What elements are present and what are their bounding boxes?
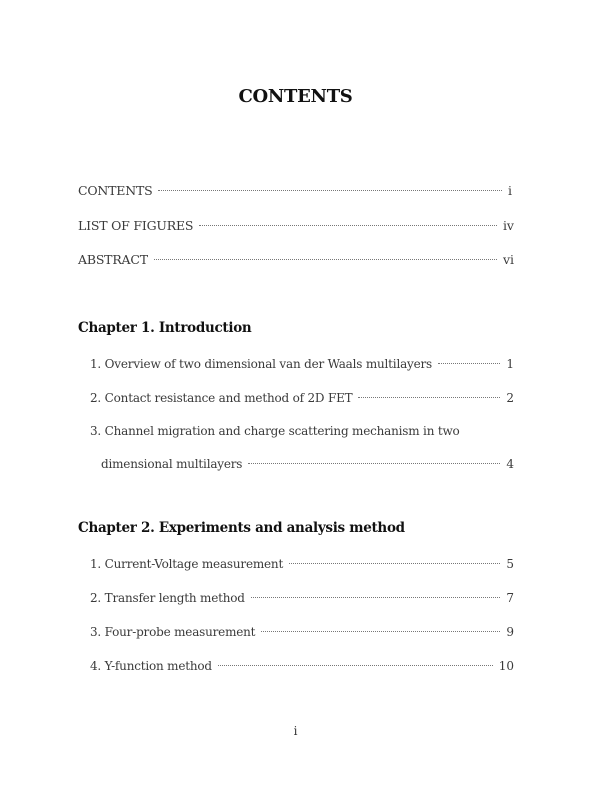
toc-entry-page: vi	[502, 252, 514, 267]
toc-entry-label: 2. Transfer length method	[90, 591, 245, 605]
toc-entry-page: 7	[506, 591, 514, 605]
leader-dots	[248, 463, 500, 464]
toc-entry-label: 2. Contact resistance and method of 2D FET	[90, 391, 353, 405]
toc-entry-2-3[interactable]	[90, 623, 514, 641]
toc-entry-label: 1. Overview of two dimensional van der Waals multilayers	[90, 357, 433, 371]
leader-dots	[261, 631, 500, 632]
leader-dots	[154, 259, 497, 260]
toc-entry-label: 1. Current-Voltage measurement	[90, 557, 284, 571]
toc-entry-2-4[interactable]	[90, 657, 514, 675]
leader-dots	[218, 665, 493, 666]
toc-entry-page: i	[508, 183, 512, 198]
toc-entry-label: CONTENTS	[78, 183, 153, 198]
leader-dots	[289, 563, 500, 564]
page-title: CONTENTS	[238, 86, 353, 107]
toc-entry-page: iv	[502, 218, 514, 233]
chapter-2-heading[interactable]: Chapter 2. Experiments and analysis method	[78, 520, 405, 536]
toc-entry-page: 4	[506, 457, 514, 471]
toc-entry-label: 4. Y-function method	[90, 659, 212, 673]
toc-entry-list-of-figures[interactable]	[78, 217, 514, 235]
leader-dots	[438, 363, 500, 364]
leader-dots	[251, 597, 501, 598]
chapter-1-heading[interactable]: Chapter 1. Introduction	[78, 320, 252, 336]
toc-entry-label: dimensional multilayers	[101, 457, 243, 471]
toc-entry-page: 9	[506, 625, 514, 639]
toc-entry-contents[interactable]	[78, 182, 512, 200]
toc-entry-1-3-label[interactable]: 3. Channel migration and charge scattering mechanism in two	[90, 424, 460, 438]
toc-entry-page: 10	[498, 659, 514, 673]
toc-entry-page: 5	[506, 557, 514, 571]
toc-entry-page: 1	[506, 357, 514, 371]
toc-entry-page: 2	[506, 391, 514, 405]
toc-entry-label: ABSTRACT	[78, 252, 148, 267]
toc-entry-1-1[interactable]	[90, 355, 514, 373]
toc-entry-1-3-continuation[interactable]	[101, 455, 514, 473]
toc-entry-label: LIST OF FIGURES	[78, 218, 194, 233]
leader-dots	[199, 225, 497, 226]
toc-entry-2-2[interactable]	[90, 589, 514, 607]
leader-dots	[358, 397, 500, 398]
toc-entry-abstract[interactable]	[78, 251, 514, 269]
toc-entry-label: 3. Four-probe measurement	[90, 625, 256, 639]
leader-dots	[158, 190, 502, 191]
toc-entry-2-1[interactable]	[90, 555, 514, 573]
footer-page-number: i	[293, 724, 298, 738]
toc-entry-1-2[interactable]	[90, 389, 514, 407]
